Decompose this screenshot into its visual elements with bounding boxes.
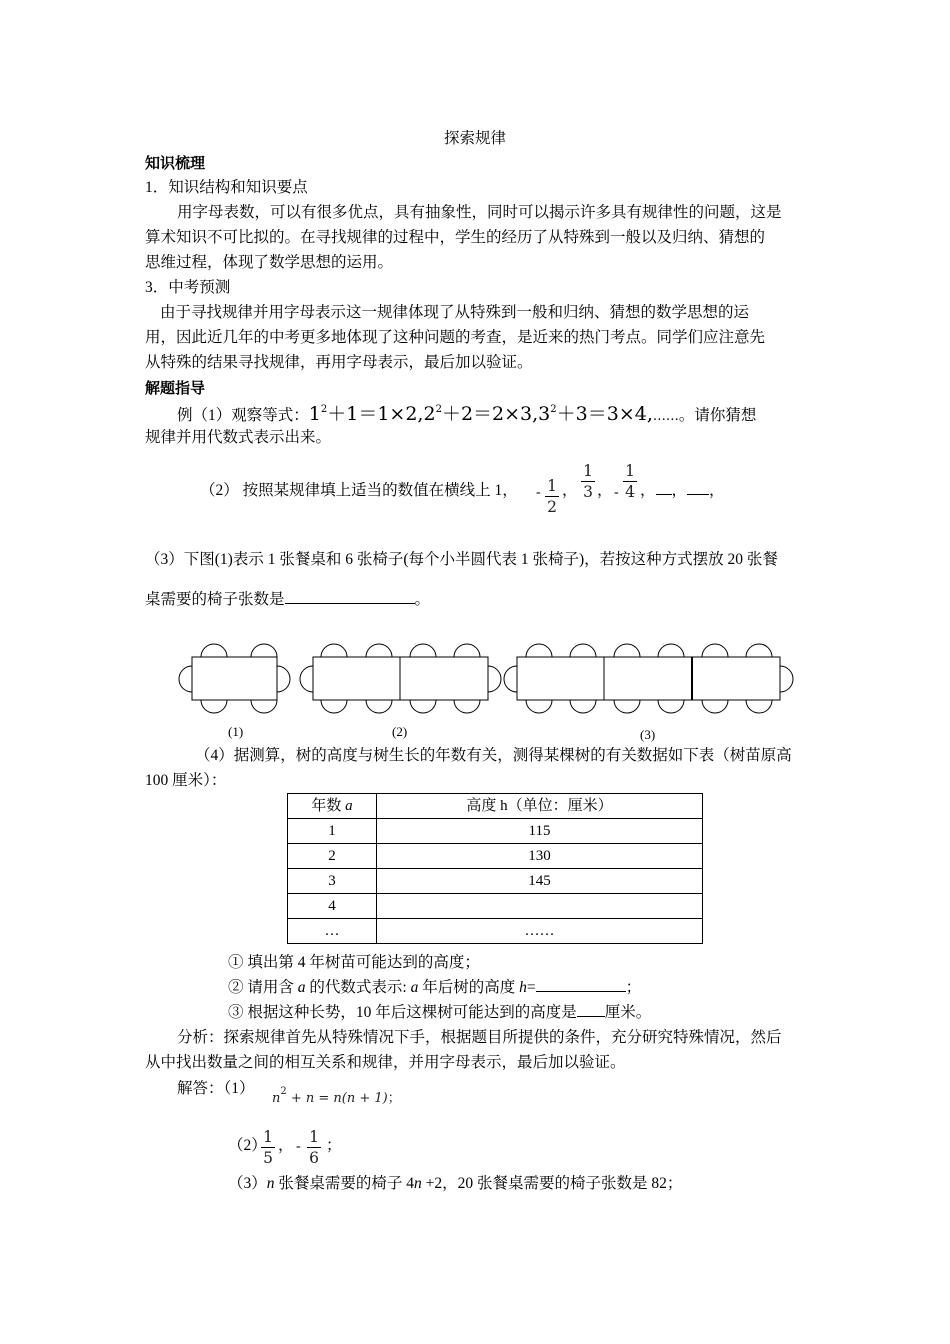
answer-blank [285, 603, 415, 604]
p1-line1: 用字母表数，可以有很多优点，具有抽象性，同时可以揭示许多具有规律性的问题，这是 [177, 204, 782, 221]
figure-2-two-tables [300, 644, 501, 713]
guide-heading: 解题指导 [145, 379, 206, 397]
p2-line2: 用，因此近几年的中考更多地体现了这种问题的考查，是近来的热门考点。同学们应注意先 [145, 329, 766, 346]
knowledge-heading: 知识梳理 [145, 154, 206, 172]
analysis-line2: 从中找出数量之间的相互关系和规律，并用字母表示，最后加以验证。 [145, 1054, 626, 1071]
p2-line3: 从特殊的结果寻找规律，再用字母表示，最后加以验证。 [145, 354, 533, 371]
question-3: ③ 根据这种长势，10 年后这棵树可能达到的高度是 厘米。 [228, 1004, 652, 1021]
answer-2-comma: ， [278, 1137, 294, 1154]
item3-heading: 3．中考预测 [145, 279, 231, 296]
fraction-neg-half: 1 2 [544, 476, 560, 517]
table-row: 4 [288, 894, 703, 919]
example1-line1: 例（1）观察等式：$1^2+1=1\times 2,2^2+2=2\times 3,3^2+3=3\times 4,\dots\dots$。请你猜想 [177, 403, 757, 425]
figure-label-3: (3) [640, 727, 656, 742]
answer-2-sign: - [296, 1139, 301, 1154]
example2-f1-sign: - [536, 485, 541, 500]
answers-label: 解答：（1） [177, 1080, 255, 1097]
header-height: 高度 h（单位：厘米） [377, 794, 703, 819]
example3-line2: 桌需要的椅子张数是 。 [145, 591, 431, 608]
table-row: 3 145 [288, 869, 703, 894]
example1-prefix: 例（1）观察等式： [177, 407, 309, 424]
p1-line3: 思维过程，体现了数学思想的运用。 [145, 254, 394, 271]
answer-fraction-fifth: 1 5 [260, 1127, 276, 1168]
analysis-line1: 分析：探索规律首先从特殊情况下手，根据题目所提供的条件，充分研究特殊情况，然后 [177, 1029, 782, 1046]
example1-line2: 规律并用代数式表示出来。 [145, 429, 332, 446]
example1-suffix: 请你猜想 [694, 407, 757, 424]
example2-text: （2） 按照某规律填上适当的数值在横线上 1， [200, 482, 518, 499]
answer-fraction-neg-sixth: 1 6 [306, 1127, 322, 1168]
example3-line1: （3）下图(1)表示 1 张餐桌和 6 张椅子(每个小半圆代表 1 张椅子)，若按这种方式摆放 20 张餐 [145, 551, 778, 568]
table-row: 1 115 [288, 819, 703, 844]
answer-3: （3）n 张餐桌需要的椅子 4n +2，20 张餐桌需要的椅子张数是 82； [228, 1175, 683, 1192]
p1-line2: 算术知识不可比拟的。在寻找规律的过程中，学生的经历了从特殊到一般以及归纳、猜想的 [145, 229, 766, 246]
item1-heading: 1．知识结构和知识要点 [145, 179, 308, 196]
header-years: 年数 a [288, 794, 377, 819]
figure-3-three-tables [504, 644, 793, 713]
example4-line2: 100 厘米）： [145, 772, 227, 789]
fraction-neg-quarter: 1 4 [622, 461, 638, 502]
example2-comma2: ， [597, 482, 613, 499]
question-1: ① 填出第 4 年树苗可能达到的高度； [228, 954, 480, 971]
figure-label-2: (2) [392, 724, 408, 739]
figure-1-table-with-chairs [179, 644, 290, 713]
fraction-third: 1 3 [580, 461, 596, 502]
figure-label-1: (1) [228, 724, 244, 739]
page-title: 探索规律 [443, 130, 506, 147]
example2-tail: ， ， ， [640, 482, 725, 499]
answer-2-label: （2） [228, 1137, 267, 1154]
example2-comma1: ， [562, 482, 578, 499]
table-header-row [288, 794, 703, 819]
example2-f3-sign: - [614, 485, 619, 500]
example1-equations: $1^2+1=1\times 2,2^2+2=2\times 3,3^2+3=3\times 4,\dots\dots$ [308, 403, 679, 425]
tree-height-table [287, 793, 703, 944]
example4-line1: （4）据测算，树的高度与树生长的年数有关，测得某棵树的有关数据如下表（树苗原高 [195, 747, 792, 764]
answer-1-formula: $n^2 + n = n(n + 1)$； [272, 1086, 401, 1106]
table-row: 2 130 [288, 844, 703, 869]
p2-line1: 由于寻找规律并用字母表示这一规律体现了从特殊到一般和归纳、猜想的数学思想的运 [160, 304, 750, 321]
answer-2-end: ； [326, 1137, 342, 1154]
question-2: ② 请用含 a 的代数式表示: a 年后树的高度 h= ； [228, 979, 642, 996]
tables-figure [170, 636, 800, 746]
table-row: … …… [288, 919, 703, 944]
